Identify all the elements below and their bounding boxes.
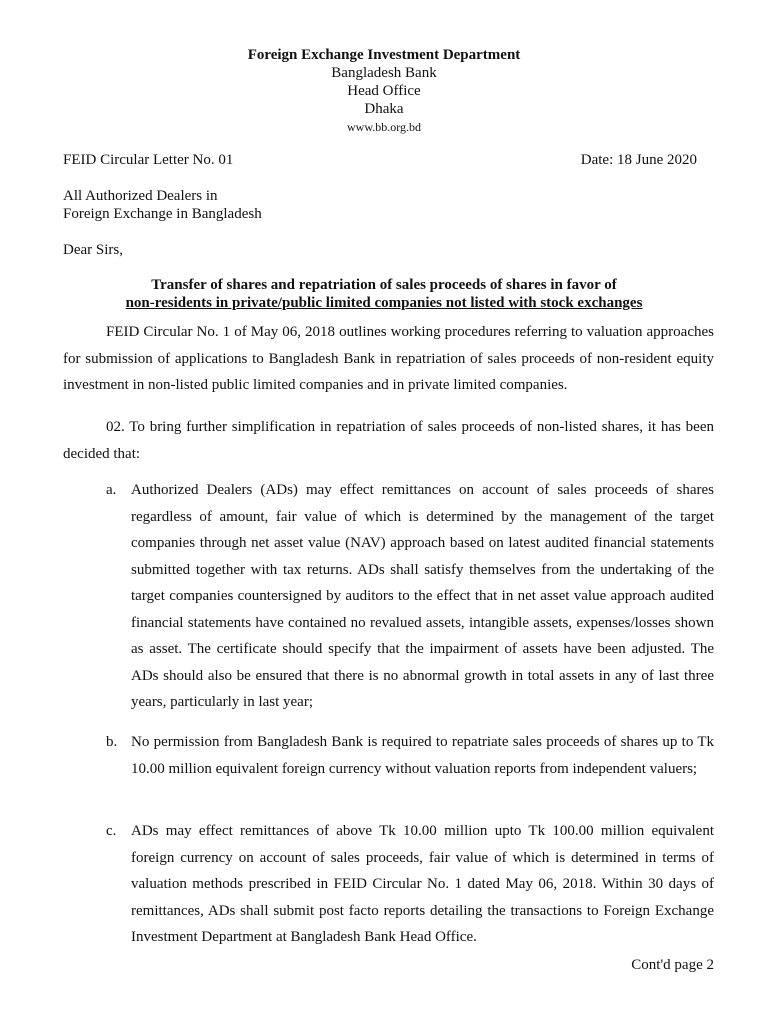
paragraph-1: FEID Circular No. 1 of May 06, 2018 outlines working procedures referring to valuation approaches for submission of applications to Bangladesh Bank in repatriation of sales proceeds of non-resident equity investment in non-listed public limited companies and in private limited companies. [63,324,714,393]
circular-number: FEID Circular Letter No. 01 [63,152,234,168]
list-item-text: ADs may effect remittances of above Tk 10.00 million upto Tk 100.00 million equivalent foreign currency on account of sales proceeds, fair value of which is determined in terms of valuation methods prescribed in FEID Circular No. 1 dated May 06, 2018. Within 30 days of remittances, ADs shall submit post facto reports detailing the transactions to Foreign Exchange Investment Department at Bangladesh Bank Head Office. [131,823,714,945]
city-name: Dhaka [364,101,404,117]
department-name: Foreign Exchange Investment Department [247,47,521,63]
bank-name: Bangladesh Bank [331,65,437,81]
website-link[interactable]: www.bb.org.bd [347,120,421,134]
addressee-line-2: Foreign Exchange in Bangladesh [63,206,262,222]
paragraph-2: 02. To bring further simplification in repatriation of sales proceeds of non-listed shares, it has been decided that: [63,419,714,462]
salutation: Dear Sirs, [63,242,123,258]
subject-line-1: Transfer of shares and repatriation of sales proceeds of shares in favor of [151,277,617,293]
subject-line-2: non-residents in private/public limited companies not listed with stock exchanges [125,295,643,311]
continued-note: Cont'd page 2 [631,957,714,973]
list-marker: a. [106,482,117,498]
letterhead [0,46,768,136]
list-marker: c. [106,823,117,839]
office-name: Head Office [347,83,421,99]
list-item-text: No permission from Bangladesh Bank is required to repatriate sales proceeds of shares up to Tk 10.00 million equivalent foreign currency without valuation reports from independent valuers; [131,734,714,777]
subject-heading [0,276,768,312]
addressee-line-1: All Authorized Dealers in [63,188,218,204]
circular-date: Date: 18 June 2020 [580,152,697,168]
list-item-text: Authorized Dealers (ADs) may effect remittances on account of sales proceeds of shares regardless of amount, fair value of which is determined by the management of the target companies through net asset value (NAV) approach based on latest audited financial statements submitted together with tax returns. ADs shall satisfy themselves from the undertaking of the target companies countersigned by auditors to the effect that in net asset value approach audited financial statements have contained no revalued assets, intangible assets, expenses/losses shown as asset. The certificate should specify that the impairment of assets have been adjusted. The ADs should also be ensured that there is no abnormal growth in total assets in any of last three years, particularly in last year; [131,482,714,710]
list-marker: b. [106,734,118,750]
